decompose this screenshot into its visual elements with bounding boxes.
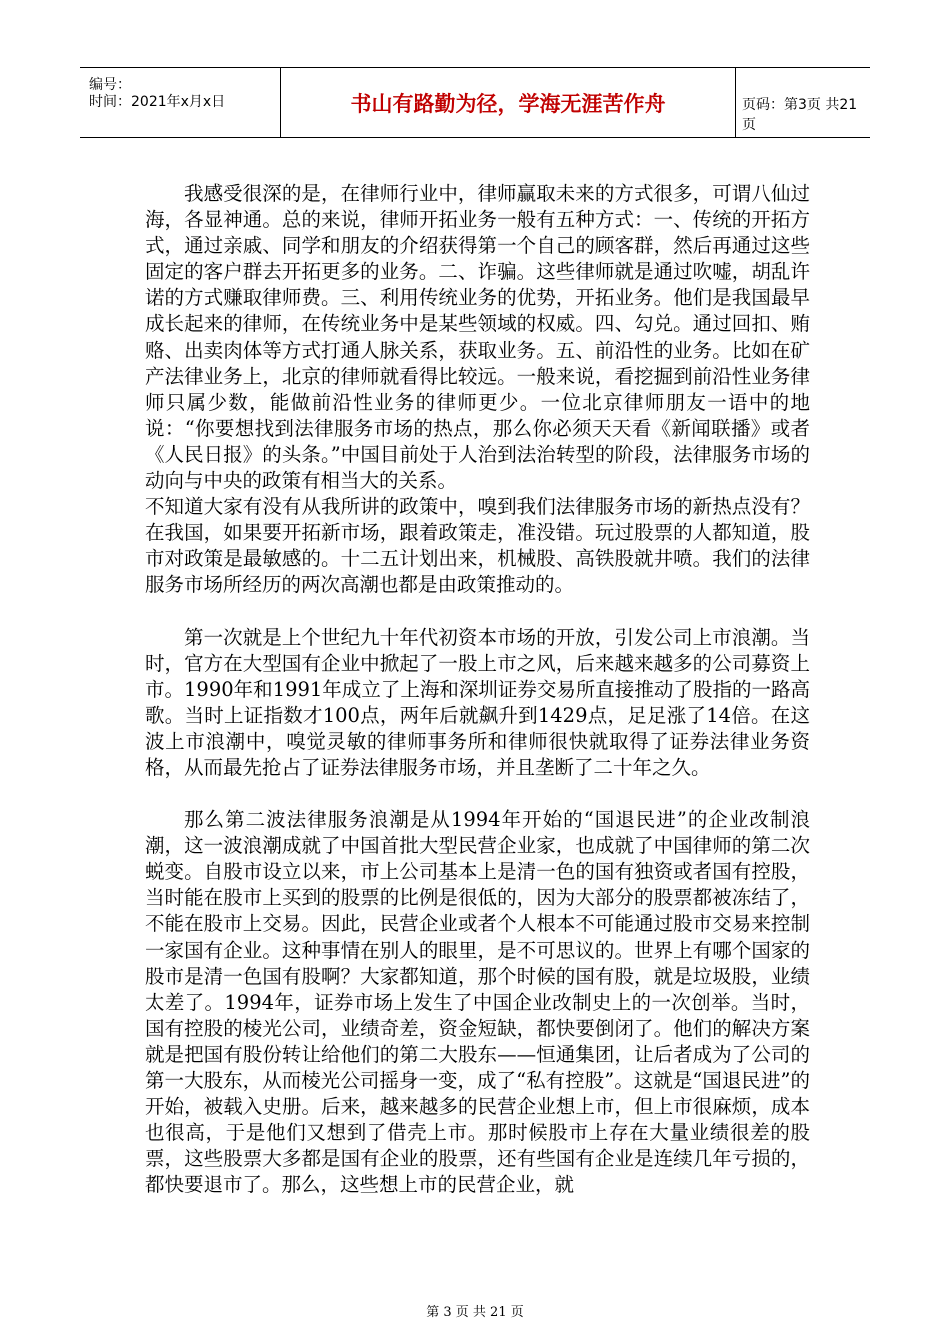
page-footer: 第 3 页 共 21 页 [426,1305,524,1320]
document-date: 时间：2021年x月x日 [89,94,226,110]
paragraph-2: 不知道大家有没有从我所讲的政策中，嗅到我们法律服务市场的新热点没有？在我国，如果要开拓新市场，跟着政策走，准没错。玩过股票的人都知道，股市对政策是最敏感的。十二五计划出来，机械股、高铁股就井喷。我们的法律服务市场所经历的两次高潮也都是由政策推动的。 [145,495,810,597]
header-page-number: 页码：第3页 共21页 [742,97,858,133]
page-header [80,67,870,138]
header-info-cell [80,68,281,137]
paragraph-4: 那么第二波法律服务浪潮是从1994年开始的“国退民进”的企业改制浪潮，这一波浪潮成就了中国首批大型民营企业家，也成就了中国律师的第二次蜕变。自股市设立以来，市上公司基本上是清一色的国有独资或者国有控股，当时能在股市上买到的股票的比例是很低的，因为大部分的股票都被冻结了，不能在股市上交易。因此，民营企业或者个人根本不可能通过股市交易来控制一家国有企业。这种事情在别人的眼里，是不可思议的。世界上有哪个国家的股市是清一色国有股啊？大家都知道，那个时候的国有股，就是垃圾股，业绩太差了。1994年，证券市场上发生了中国企业改制史上的一次创举。当时，国有控股的棱光公司，业绩奇差，资金短缺，都快要倒闭了。他们的解决方案就是把国有股份转让给他们的第二大股东——恒通集团，让后者成为了公司的第一大股东，从而棱光公司摇身一变，成了“私有控股”。这就是“国退民进”的开始，被载入史册。后来，越来越多的民营企业想上市，但上市很麻烦，成本也很高，于是他们又想到了借壳上市。那时候股市上存在大量业绩很差的股票，这些股票大多都是国有企业的股票，还有些国有企业是连续几年亏损的，都快要退市了。那么，这些想上市的民营企业，就 [145,808,810,1197]
document-body [145,181,810,1198]
header-motto: 书山有路勤为径，学海无涯苦作舟 [281,68,736,137]
document-id: 编号： [89,77,131,93]
paragraph-3: 第一次就是上个世纪九十年代初资本市场的开放，引发公司上市浪潮。当时，官方在大型国有企业中掀起了一股上市之风，后来越来越多的公司募资上市。1990年和1991年成立了上海和深圳证券交易所直接推动了股指的一路高歌。当时上证指数才100点，两年后就飙升到1429点，足足涨了14倍。在这波上市浪潮中，嗅觉灵敏的律师事务所和律师很快就取得了证券法律业务资格，从而最先抢占了证券法律服务市场，并且垄断了二十年之久。 [145,625,810,779]
paragraph-1: 我感受很深的是，在律师行业中，律师赢取未来的方式很多，可谓八仙过海，各显神通。总的来说，律师开拓业务一般有五种方式：一、传统的开拓方式，通过亲戚、同学和朋友的介绍获得第一个自己的顾客群，然后再通过这些固定的客户群去开拓更多的业务。二、诈骗。这些律师就是通过吹嘘，胡乱许诺的方式赚取律师费。三、利用传统业务的优势，开拓业务。他们是我国最早成长起来的律师，在传统业务中是某些领域的权威。四、勾兑。通过回扣、贿赂、出卖肉体等方式打通人脉关系，获取业务。五、前沿性的业务。比如在矿产法律业务上，北京的律师就看得比较远。一般来说，看挖掘到前沿性业务律师只属少数，能做前沿性业务的律师更少。一位北京律师朋友一语中的地说：“你要想找到法律服务市场的热点，那么你必须天天看《新闻联播》或者《人民日报》的头条。”中国目前处于人治到法治转型的阶段，法律服务市场的动向与中央的政策有相当大的关系。 [145,182,810,493]
